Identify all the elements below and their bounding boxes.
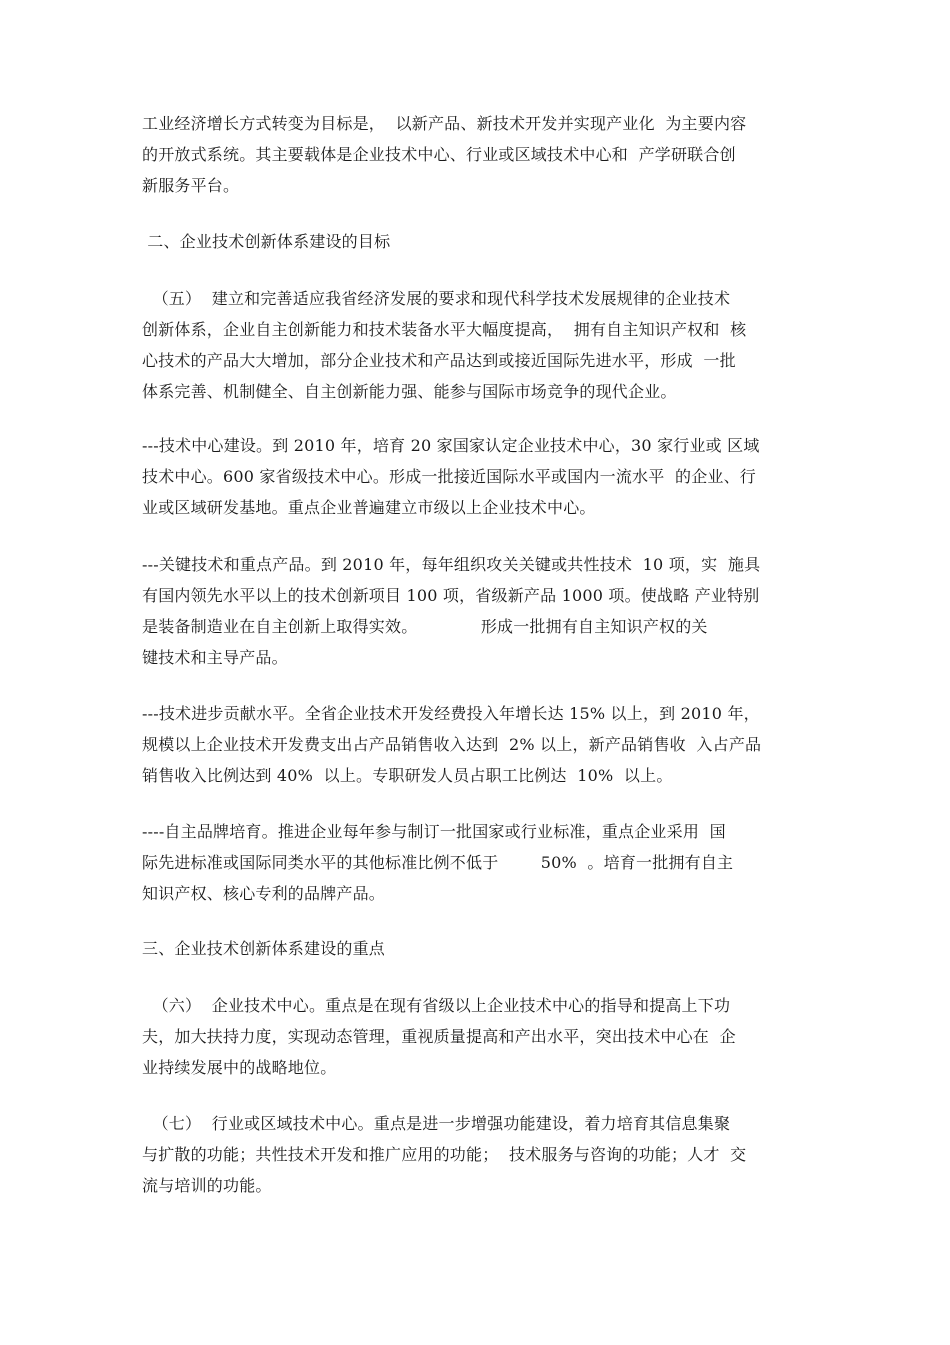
text-line: 夫，加大扶持力度，实现动态管理，重视质量提高和产出水平，突出技术中心在 企 xyxy=(142,1027,736,1046)
text-line: 销售收入比例达到 40% 以上。专职研发人员占职工比例达 10% 以上。 xyxy=(142,766,673,785)
text-line: ---技术进步贡献水平。全省企业技术开发经费投入年增长达 15% 以上，到 2010 年， xyxy=(142,704,760,723)
section-heading-3 xyxy=(142,933,822,964)
text-line: 际先进标准或国际同类水平的其他标准比例不低于 50% 。培育一批拥有自主 xyxy=(142,853,734,872)
paragraph-7 xyxy=(142,1108,822,1201)
text-line: （五） 建立和完善适应我省经济发展的要求和现代科学技术发展规律的企业技术 xyxy=(142,289,731,308)
text-line: 工业经济增长方式转变为目标是， 以新产品、新技术开发并实现产业化 为主要内容 xyxy=(142,114,747,133)
text-line: （六） 企业技术中心。重点是在现有省级以上企业技术中心的指导和提高上下功 xyxy=(142,996,731,1015)
paragraph-5 xyxy=(142,283,822,407)
paragraph-key-tech xyxy=(142,549,822,673)
paragraph-6 xyxy=(142,990,822,1083)
text-line: 流与培训的功能。 xyxy=(142,1176,272,1195)
paragraph-tech-center xyxy=(142,430,822,523)
text-line: ----自主品牌培育。推进企业每年参与制订一批国家或行业标准，重点企业采用 国 xyxy=(142,822,726,841)
text-line: 的开放式系统。其主要载体是企业技术中心、行业或区域技术中心和 产学研联合创 xyxy=(142,145,736,164)
section-heading-2 xyxy=(142,226,822,257)
text-line: 知识产权、核心专利的品牌产品。 xyxy=(142,884,386,903)
text-line: 新服务平台。 xyxy=(142,176,240,195)
text-line: （七） 行业或区域技术中心。重点是进一步增强功能建设，着力培育其信息集聚 xyxy=(142,1114,731,1133)
paragraph-brand xyxy=(142,816,822,909)
heading-text: 三、企业技术创新体系建设的重点 xyxy=(142,939,386,958)
text-line: 技术中心。600 家省级技术中心。形成一批接近国际水平或国内一流水平 的企业、行 xyxy=(142,467,756,486)
text-line: 心技术的产品大大增加，部分企业技术和产品达到或接近国际先进水平，形成 一批 xyxy=(142,351,736,370)
intro-paragraph xyxy=(142,108,822,201)
text-line: 业或区域研发基地。重点企业普遍建立市级以上企业技术中心。 xyxy=(142,498,596,517)
text-line: 体系完善、机制健全、自主创新能力强、能参与国际市场竞争的现代企业。 xyxy=(142,382,677,401)
heading-text: 二、企业技术创新体系建设的目标 xyxy=(142,232,391,251)
paragraph-progress xyxy=(142,698,822,791)
text-line: 是装备制造业在自主创新上取得实效。 形成一批拥有自主知识产权的关 xyxy=(142,617,708,636)
text-line: 与扩散的功能；共性技术开发和推广应用的功能； 技术服务与咨询的功能；人才 交 xyxy=(142,1145,747,1164)
text-line: 创新体系，企业自主创新能力和技术装备水平大幅度提高， 拥有自主知识产权和 核 xyxy=(142,320,747,339)
text-line: 键技术和主导产品。 xyxy=(142,648,288,667)
text-line: 有国内领先水平以上的技术创新项目 100 项，省级新产品 1000 项。使战略 产业特别 xyxy=(142,586,760,605)
text-line: 规模以上企业技术开发费支出占产品销售收入达到 2% 以上，新产品销售收 入占产品 xyxy=(142,735,762,754)
text-line: ---关键技术和重点产品。到 2010 年，每年组织攻关关键或共性技术 10 项，实 施具 xyxy=(142,555,761,574)
text-line: ---技术中心建设。到 2010 年，培育 20 家国家认定企业技术中心，30 家行业或 区域 xyxy=(142,436,760,455)
text-line: 业持续发展中的战略地位。 xyxy=(142,1058,337,1077)
